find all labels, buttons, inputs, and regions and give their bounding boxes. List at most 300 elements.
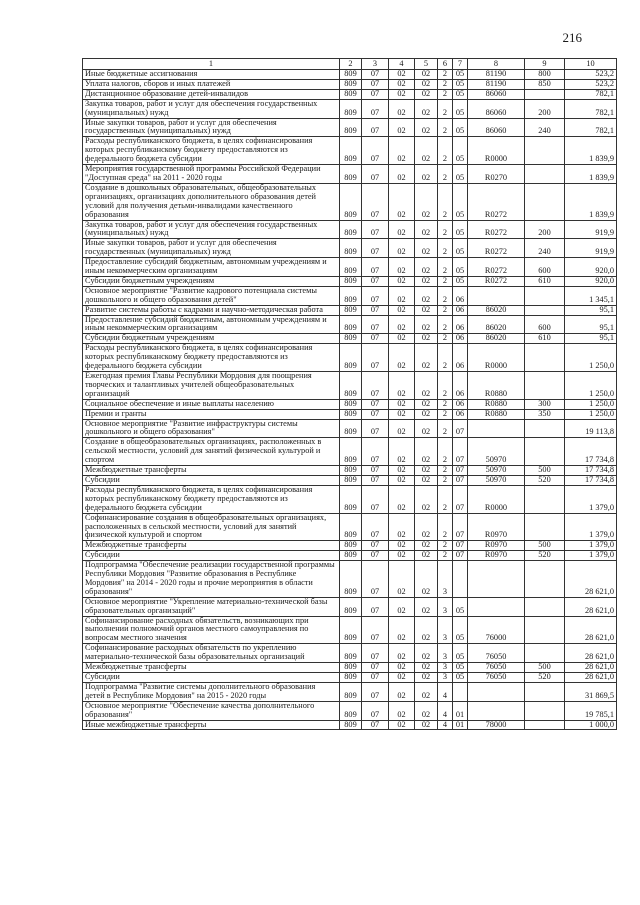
subsection-code: 02 — [389, 701, 415, 720]
table-row — [83, 70, 617, 80]
event-code: 07 — [453, 475, 468, 485]
amount: 28 621,0 — [565, 644, 617, 663]
subsection-code: 02 — [389, 597, 415, 616]
column-header: 4 — [389, 59, 415, 70]
program-code: 02 — [415, 409, 438, 419]
event-code: 05 — [453, 644, 468, 663]
row-description: Развитие системы работы с кадрами и научно-методическая работа — [83, 305, 340, 315]
event-code: 07 — [453, 438, 468, 466]
program-code: 02 — [415, 70, 438, 80]
subprogram-code: 2 — [438, 286, 453, 305]
event-code: 05 — [453, 183, 468, 220]
subprogram-code: 3 — [438, 597, 453, 616]
program-code: 02 — [415, 165, 438, 184]
type-code: 500 — [525, 466, 565, 476]
subprogram-code: 3 — [438, 663, 453, 673]
section-code: 07 — [362, 663, 389, 673]
subsection-code: 02 — [389, 165, 415, 184]
ministry-code: 809 — [340, 305, 362, 315]
program-code: 02 — [415, 673, 438, 683]
ministry-code: 809 — [340, 438, 362, 466]
section-code: 07 — [362, 220, 389, 239]
table-row — [83, 344, 617, 372]
expense-code: 86020 — [468, 315, 525, 334]
event-code: 05 — [453, 239, 468, 258]
subsection-code: 02 — [389, 673, 415, 683]
ministry-code: 809 — [340, 701, 362, 720]
program-code: 02 — [415, 118, 438, 137]
ministry-code: 809 — [340, 466, 362, 476]
section-code: 07 — [362, 616, 389, 644]
section-code: 07 — [362, 79, 389, 89]
subprogram-code: 2 — [438, 334, 453, 344]
expense-code — [468, 561, 525, 598]
subprogram-code: 3 — [438, 561, 453, 598]
amount: 95,1 — [565, 315, 617, 334]
row-description: Создание в дошкольных образовательных, общеобразовательных организациях, организациях дополнительного образования детей условий для получения детьми-инвалидами качественного образования — [83, 183, 340, 220]
amount: 95,1 — [565, 334, 617, 344]
subprogram-code: 2 — [438, 258, 453, 277]
section-code: 07 — [362, 551, 389, 561]
table-row — [83, 305, 617, 315]
row-description: Основное мероприятие "Развитие кадрового потенциала системы дошкольного и общего образования детей" — [83, 286, 340, 305]
expense-code: 86020 — [468, 305, 525, 315]
subprogram-code: 2 — [438, 541, 453, 551]
section-code: 07 — [362, 701, 389, 720]
type-code — [525, 720, 565, 730]
amount: 523,2 — [565, 70, 617, 80]
section-code: 07 — [362, 644, 389, 663]
expense-code: R0272 — [468, 220, 525, 239]
program-code: 02 — [415, 239, 438, 258]
subprogram-code: 2 — [438, 276, 453, 286]
subprogram-code: 2 — [438, 137, 453, 165]
ministry-code: 809 — [340, 513, 362, 541]
row-description: Основное мероприятие "Развитие инфраструктуры системы дошкольного и общего образования" — [83, 419, 340, 438]
row-description: Иные бюджетные ассигнования — [83, 70, 340, 80]
amount: 1 839,9 — [565, 137, 617, 165]
ministry-code: 809 — [340, 276, 362, 286]
table-row — [83, 286, 617, 305]
row-description: Субсидии — [83, 673, 340, 683]
expense-code: R0880 — [468, 409, 525, 419]
event-code: 06 — [453, 305, 468, 315]
program-code: 02 — [415, 466, 438, 476]
table-row — [83, 438, 617, 466]
type-code: 200 — [525, 220, 565, 239]
subprogram-code: 2 — [438, 183, 453, 220]
expense-code: R0272 — [468, 239, 525, 258]
section-code: 07 — [362, 541, 389, 551]
type-code — [525, 419, 565, 438]
program-code: 02 — [415, 561, 438, 598]
type-code — [525, 701, 565, 720]
ministry-code: 809 — [340, 485, 362, 513]
event-code: 01 — [453, 720, 468, 730]
subprogram-code: 2 — [438, 70, 453, 80]
row-description: Уплата налогов, сборов и иных платежей — [83, 79, 340, 89]
expense-code: R0970 — [468, 513, 525, 541]
ministry-code: 809 — [340, 220, 362, 239]
subsection-code: 02 — [389, 183, 415, 220]
row-description: Субсидии бюджетным учреждениям — [83, 276, 340, 286]
type-code: 500 — [525, 663, 565, 673]
expense-code: R0272 — [468, 183, 525, 220]
expense-code: 50970 — [468, 466, 525, 476]
program-code: 02 — [415, 183, 438, 220]
event-code: 06 — [453, 286, 468, 305]
table-row — [83, 258, 617, 277]
column-header: 9 — [525, 59, 565, 70]
row-description: Межбюджетные трансферты — [83, 541, 340, 551]
program-code: 02 — [415, 485, 438, 513]
ministry-code: 809 — [340, 616, 362, 644]
expense-code: 86060 — [468, 99, 525, 118]
type-code: 600 — [525, 315, 565, 334]
row-description: Ежегодная премия Главы Республики Мордовия для поощрения творческих и талантливых учителей общеобразовательных организаций — [83, 372, 340, 400]
row-description: Создание в общеобразовательных организациях, расположенных в сельской местности, условий для занятий физической культурой и спортом — [83, 438, 340, 466]
program-code: 02 — [415, 79, 438, 89]
table-row — [83, 513, 617, 541]
amount: 1 345,1 — [565, 286, 617, 305]
expense-code: 81190 — [468, 70, 525, 80]
event-code: 05 — [453, 258, 468, 277]
amount: 1 000,0 — [565, 720, 617, 730]
amount: 1 379,0 — [565, 485, 617, 513]
table-row — [83, 372, 617, 400]
type-code — [525, 286, 565, 305]
type-code — [525, 165, 565, 184]
expense-code: R0970 — [468, 551, 525, 561]
section-code: 07 — [362, 239, 389, 258]
row-description: Софинансирование расходных обязательств по укреплению материально-технической базы образовательных организаций — [83, 644, 340, 663]
table-row — [83, 334, 617, 344]
program-code: 02 — [415, 334, 438, 344]
expense-code: 78000 — [468, 720, 525, 730]
ministry-code: 809 — [340, 551, 362, 561]
event-code: 05 — [453, 79, 468, 89]
section-code: 07 — [362, 276, 389, 286]
subsection-code: 02 — [389, 258, 415, 277]
subprogram-code: 3 — [438, 673, 453, 683]
event-code: 05 — [453, 220, 468, 239]
event-code: 05 — [453, 165, 468, 184]
program-code: 02 — [415, 513, 438, 541]
subprogram-code: 2 — [438, 315, 453, 334]
subsection-code: 02 — [389, 239, 415, 258]
section-code: 07 — [362, 305, 389, 315]
type-code — [525, 89, 565, 99]
subsection-code: 02 — [389, 644, 415, 663]
subsection-code: 02 — [389, 561, 415, 598]
type-code: 610 — [525, 334, 565, 344]
amount: 31 869,5 — [565, 682, 617, 701]
table-row — [83, 673, 617, 683]
amount: 28 621,0 — [565, 663, 617, 673]
subprogram-code: 2 — [438, 475, 453, 485]
section-code: 07 — [362, 597, 389, 616]
type-code — [525, 644, 565, 663]
amount: 1 250,0 — [565, 399, 617, 409]
subprogram-code: 2 — [438, 419, 453, 438]
program-code: 02 — [415, 419, 438, 438]
amount: 782,1 — [565, 118, 617, 137]
section-code: 07 — [362, 99, 389, 118]
table-row — [83, 616, 617, 644]
table-row — [83, 118, 617, 137]
row-description: Субсидии — [83, 475, 340, 485]
table-row — [83, 137, 617, 165]
table-row — [83, 409, 617, 419]
type-code — [525, 137, 565, 165]
event-code: 05 — [453, 276, 468, 286]
section-code: 07 — [362, 466, 389, 476]
ministry-code: 809 — [340, 315, 362, 334]
expense-code: R0270 — [468, 165, 525, 184]
section-code: 07 — [362, 137, 389, 165]
program-code: 02 — [415, 541, 438, 551]
amount: 28 621,0 — [565, 673, 617, 683]
expense-code: R0000 — [468, 485, 525, 513]
event-code: 05 — [453, 673, 468, 683]
subprogram-code: 2 — [438, 239, 453, 258]
event-code: 07 — [453, 466, 468, 476]
amount: 1 839,9 — [565, 183, 617, 220]
program-code: 02 — [415, 276, 438, 286]
amount: 1 379,0 — [565, 513, 617, 541]
subprogram-code: 2 — [438, 551, 453, 561]
subsection-code: 02 — [389, 541, 415, 551]
subprogram-code: 2 — [438, 220, 453, 239]
subsection-code: 02 — [389, 551, 415, 561]
row-description: Дистанционное образование детей-инвалидов — [83, 89, 340, 99]
amount: 17 734,8 — [565, 438, 617, 466]
amount: 19 785,1 — [565, 701, 617, 720]
expense-code: R0000 — [468, 344, 525, 372]
section-code: 07 — [362, 513, 389, 541]
subprogram-code: 2 — [438, 99, 453, 118]
row-description: Мероприятия государственной программы Российской Федерации "Доступная среда" на 2011 - 2020 годы — [83, 165, 340, 184]
subprogram-code: 2 — [438, 344, 453, 372]
row-description: Подпрограмма "Развитие системы дополнительного образования детей в Республике Мордовия" на 2015 - 2020 годы — [83, 682, 340, 701]
subsection-code: 02 — [389, 682, 415, 701]
ministry-code: 809 — [340, 419, 362, 438]
ministry-code: 809 — [340, 673, 362, 683]
ministry-code: 809 — [340, 475, 362, 485]
table-row — [83, 561, 617, 598]
column-header: 6 — [438, 59, 453, 70]
subprogram-code: 2 — [438, 438, 453, 466]
section-code: 07 — [362, 372, 389, 400]
section-code: 07 — [362, 409, 389, 419]
event-code: 05 — [453, 597, 468, 616]
amount: 782,1 — [565, 99, 617, 118]
program-code: 02 — [415, 220, 438, 239]
subprogram-code: 3 — [438, 644, 453, 663]
ministry-code: 809 — [340, 258, 362, 277]
program-code: 02 — [415, 551, 438, 561]
amount: 95,1 — [565, 305, 617, 315]
subsection-code: 02 — [389, 513, 415, 541]
event-code: 07 — [453, 513, 468, 541]
expense-code: 50970 — [468, 438, 525, 466]
type-code: 610 — [525, 276, 565, 286]
subsection-code: 02 — [389, 305, 415, 315]
amount: 1 379,0 — [565, 551, 617, 561]
ministry-code: 809 — [340, 682, 362, 701]
type-code: 520 — [525, 475, 565, 485]
event-code: 07 — [453, 419, 468, 438]
column-header: 5 — [415, 59, 438, 70]
subprogram-code: 2 — [438, 372, 453, 400]
column-header: 2 — [340, 59, 362, 70]
ministry-code: 809 — [340, 541, 362, 551]
subsection-code: 02 — [389, 70, 415, 80]
row-description: Основное мероприятие "Обеспечение качества дополнительного образования" — [83, 701, 340, 720]
amount: 782,1 — [565, 89, 617, 99]
event-code: 05 — [453, 70, 468, 80]
table-row — [83, 183, 617, 220]
subprogram-code: 2 — [438, 466, 453, 476]
program-code: 02 — [415, 399, 438, 409]
expense-code: R0272 — [468, 276, 525, 286]
section-code: 07 — [362, 673, 389, 683]
table-row — [83, 315, 617, 334]
row-description: Иные закупки товаров, работ и услуг для обеспечения государственных (муниципальных) нужд — [83, 118, 340, 137]
column-header: 8 — [468, 59, 525, 70]
subprogram-code: 2 — [438, 305, 453, 315]
ministry-code: 809 — [340, 334, 362, 344]
subprogram-code: 4 — [438, 701, 453, 720]
row-description: Иные межбюджетные трансферты — [83, 720, 340, 730]
table-row — [83, 644, 617, 663]
program-code: 02 — [415, 720, 438, 730]
table-header-row — [83, 59, 617, 70]
event-code: 05 — [453, 118, 468, 137]
amount: 919,9 — [565, 239, 617, 258]
expense-code: R0880 — [468, 399, 525, 409]
table-row — [83, 276, 617, 286]
amount: 17 734,8 — [565, 466, 617, 476]
expense-code — [468, 286, 525, 305]
program-code: 02 — [415, 372, 438, 400]
amount: 28 621,0 — [565, 561, 617, 598]
expense-code: R0880 — [468, 372, 525, 400]
subsection-code: 02 — [389, 466, 415, 476]
row-description: Межбюджетные трансферты — [83, 663, 340, 673]
event-code: 06 — [453, 344, 468, 372]
expense-code: R0272 — [468, 258, 525, 277]
event-code: 07 — [453, 485, 468, 513]
type-code — [525, 561, 565, 598]
ministry-code: 809 — [340, 165, 362, 184]
subprogram-code: 2 — [438, 79, 453, 89]
expense-code: 86060 — [468, 118, 525, 137]
expense-code: R0970 — [468, 541, 525, 551]
subsection-code: 02 — [389, 663, 415, 673]
program-code: 02 — [415, 315, 438, 334]
budget-table — [82, 58, 617, 730]
table-row — [83, 220, 617, 239]
ministry-code: 809 — [340, 561, 362, 598]
type-code: 520 — [525, 551, 565, 561]
expense-code — [468, 682, 525, 701]
event-code — [453, 682, 468, 701]
type-code: 500 — [525, 541, 565, 551]
section-code: 07 — [362, 315, 389, 334]
ministry-code: 809 — [340, 99, 362, 118]
table-row — [83, 466, 617, 476]
type-code — [525, 305, 565, 315]
type-code: 300 — [525, 399, 565, 409]
ministry-code: 809 — [340, 183, 362, 220]
ministry-code: 809 — [340, 118, 362, 137]
event-code: 05 — [453, 663, 468, 673]
type-code — [525, 438, 565, 466]
subsection-code: 02 — [389, 334, 415, 344]
type-code — [525, 513, 565, 541]
amount: 920,0 — [565, 258, 617, 277]
subsection-code: 02 — [389, 220, 415, 239]
row-description: Софинансирование расходных обязательств, возникающих при выполнении полномочий органов местного самоуправления по вопросам местного значения — [83, 616, 340, 644]
section-code: 07 — [362, 682, 389, 701]
expense-code: 81190 — [468, 79, 525, 89]
ministry-code: 809 — [340, 137, 362, 165]
subprogram-code: 2 — [438, 513, 453, 541]
type-code — [525, 344, 565, 372]
event-code — [453, 561, 468, 598]
section-code: 07 — [362, 485, 389, 513]
subsection-code: 02 — [389, 720, 415, 730]
expense-code — [468, 701, 525, 720]
row-description: Премии и гранты — [83, 409, 340, 419]
type-code: 240 — [525, 118, 565, 137]
event-code: 06 — [453, 334, 468, 344]
program-code: 02 — [415, 663, 438, 673]
event-code: 06 — [453, 409, 468, 419]
event-code: 06 — [453, 372, 468, 400]
section-code: 07 — [362, 165, 389, 184]
ministry-code: 809 — [340, 372, 362, 400]
ministry-code: 809 — [340, 89, 362, 99]
subprogram-code: 2 — [438, 89, 453, 99]
subsection-code: 02 — [389, 616, 415, 644]
event-code: 05 — [453, 99, 468, 118]
section-code: 07 — [362, 399, 389, 409]
subsection-code: 02 — [389, 89, 415, 99]
subprogram-code: 3 — [438, 616, 453, 644]
table-row — [83, 399, 617, 409]
program-code: 02 — [415, 258, 438, 277]
section-code: 07 — [362, 475, 389, 485]
subsection-code: 02 — [389, 344, 415, 372]
row-description: Предоставление субсидий бюджетным, автономным учреждениям и иным некоммерческим организациям — [83, 315, 340, 334]
ministry-code: 809 — [340, 644, 362, 663]
program-code: 02 — [415, 286, 438, 305]
expense-code: R0000 — [468, 137, 525, 165]
ministry-code: 809 — [340, 720, 362, 730]
type-code — [525, 597, 565, 616]
row-description: Расходы республиканского бюджета, в целях софинансирования которых республиканскому бюджету предоставляются из федерального бюджета субсидии — [83, 344, 340, 372]
subsection-code: 02 — [389, 409, 415, 419]
expense-code: 76000 — [468, 616, 525, 644]
section-code: 07 — [362, 344, 389, 372]
row-description: Закупка товаров, работ и услуг для обеспечения государственных (муниципальных) нужд — [83, 99, 340, 118]
subsection-code: 02 — [389, 286, 415, 305]
row-description: Основное мероприятие "Укрепление материально-технической базы образовательных организаций" — [83, 597, 340, 616]
row-description: Субсидии бюджетным учреждениям — [83, 334, 340, 344]
program-code: 02 — [415, 305, 438, 315]
